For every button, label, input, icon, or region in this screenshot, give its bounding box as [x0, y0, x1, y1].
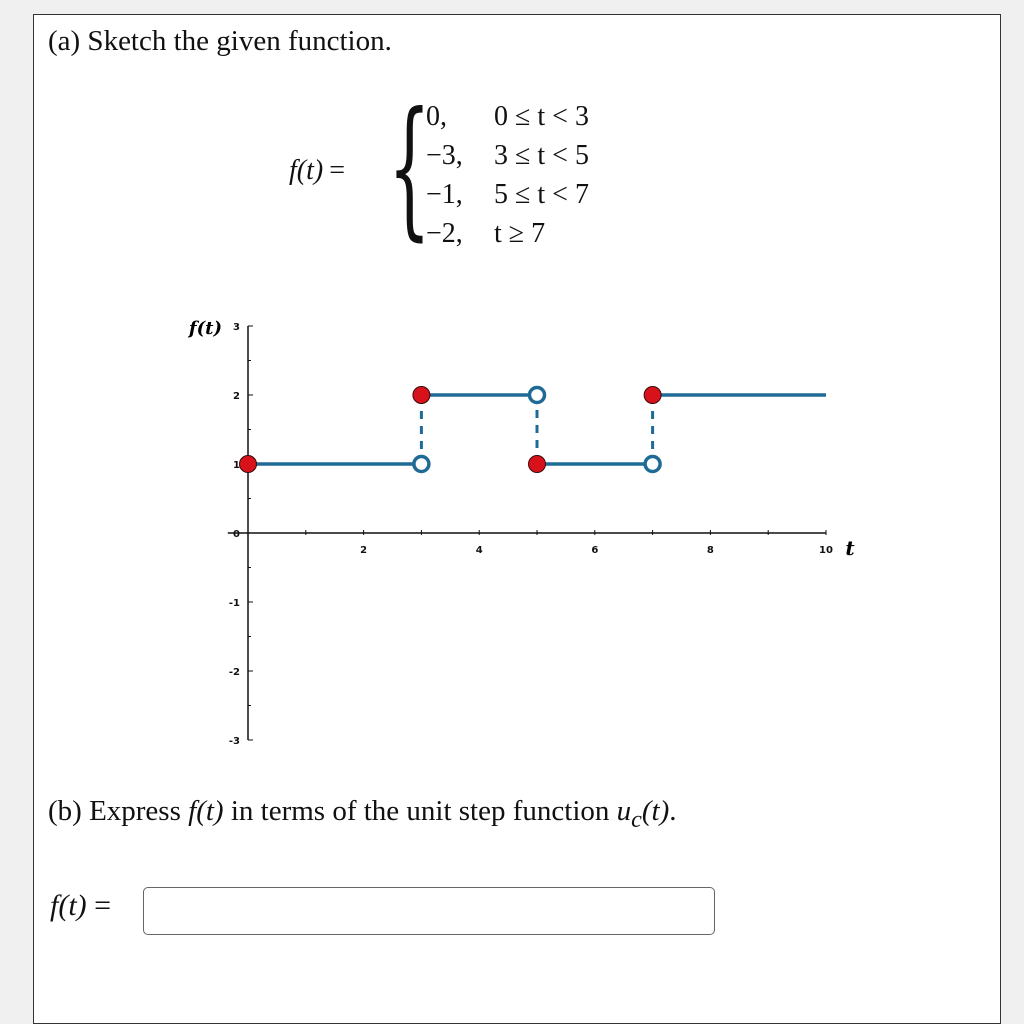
y-tick-label: 1: [233, 460, 240, 471]
case-value: −3,: [426, 140, 463, 171]
answer-label-eq: =: [86, 889, 112, 922]
y-tick-label: -3: [228, 736, 240, 747]
part-b-fn: f(t): [188, 795, 224, 827]
answer-label: [50, 889, 111, 923]
case-value: −1,: [426, 179, 463, 210]
x-tick-label: 4: [475, 545, 483, 556]
part-b-step-arg: (t): [641, 795, 670, 827]
x-tick-label: 6: [591, 545, 599, 556]
x-tick-label: 10: [819, 545, 833, 556]
y-tick-label: 0: [233, 529, 240, 540]
open-point: [645, 457, 660, 472]
y-axis-title: f(t): [188, 318, 222, 339]
closed-point: [240, 456, 257, 473]
x-tick-label: 2: [360, 545, 368, 556]
closed-point: [644, 387, 661, 404]
part-a-prompt: (a) Sketch the given function.: [48, 25, 392, 57]
marks-layer: [240, 387, 827, 473]
case-condition: 3 ≤ t < 5: [494, 140, 589, 171]
part-b-middle: in terms of the unit step function: [223, 795, 617, 827]
y-tick-label: 2: [233, 391, 240, 402]
answer-input[interactable]: [143, 887, 715, 935]
case-value: −2,: [426, 218, 463, 249]
question-card: [33, 14, 1001, 1024]
open-point: [530, 388, 545, 403]
case-condition: t ≥ 7: [494, 218, 546, 249]
part-b-step: u: [616, 795, 632, 827]
y-tick-label: 3: [233, 322, 240, 333]
definition-fn: f(t): [289, 155, 324, 186]
case-condition: 5 ≤ t < 7: [494, 179, 589, 210]
left-brace: {: [388, 81, 431, 255]
definition-eq: =: [329, 155, 346, 186]
axes-layer: [187, 318, 855, 747]
y-tick-label: -1: [228, 598, 240, 609]
step-function-graph: [34, 15, 1002, 775]
case-condition: 0 ≤ t < 3: [494, 101, 589, 132]
case-value: 0,: [426, 101, 447, 132]
x-axis-title: t: [845, 536, 855, 560]
part-b-step-sub: [631, 806, 642, 833]
closed-point: [529, 456, 546, 473]
closed-point: [413, 387, 430, 404]
part-b-prompt: [48, 795, 676, 834]
open-point: [414, 457, 429, 472]
x-tick-label: 8: [706, 545, 714, 556]
answer-label-fn: f(t): [50, 889, 87, 922]
part-b-step-sub-text: c: [631, 805, 642, 833]
part-b-prefix: (b) Express: [48, 795, 189, 827]
part-b-suffix: .: [669, 795, 677, 827]
y-tick-label: -2: [228, 667, 240, 678]
